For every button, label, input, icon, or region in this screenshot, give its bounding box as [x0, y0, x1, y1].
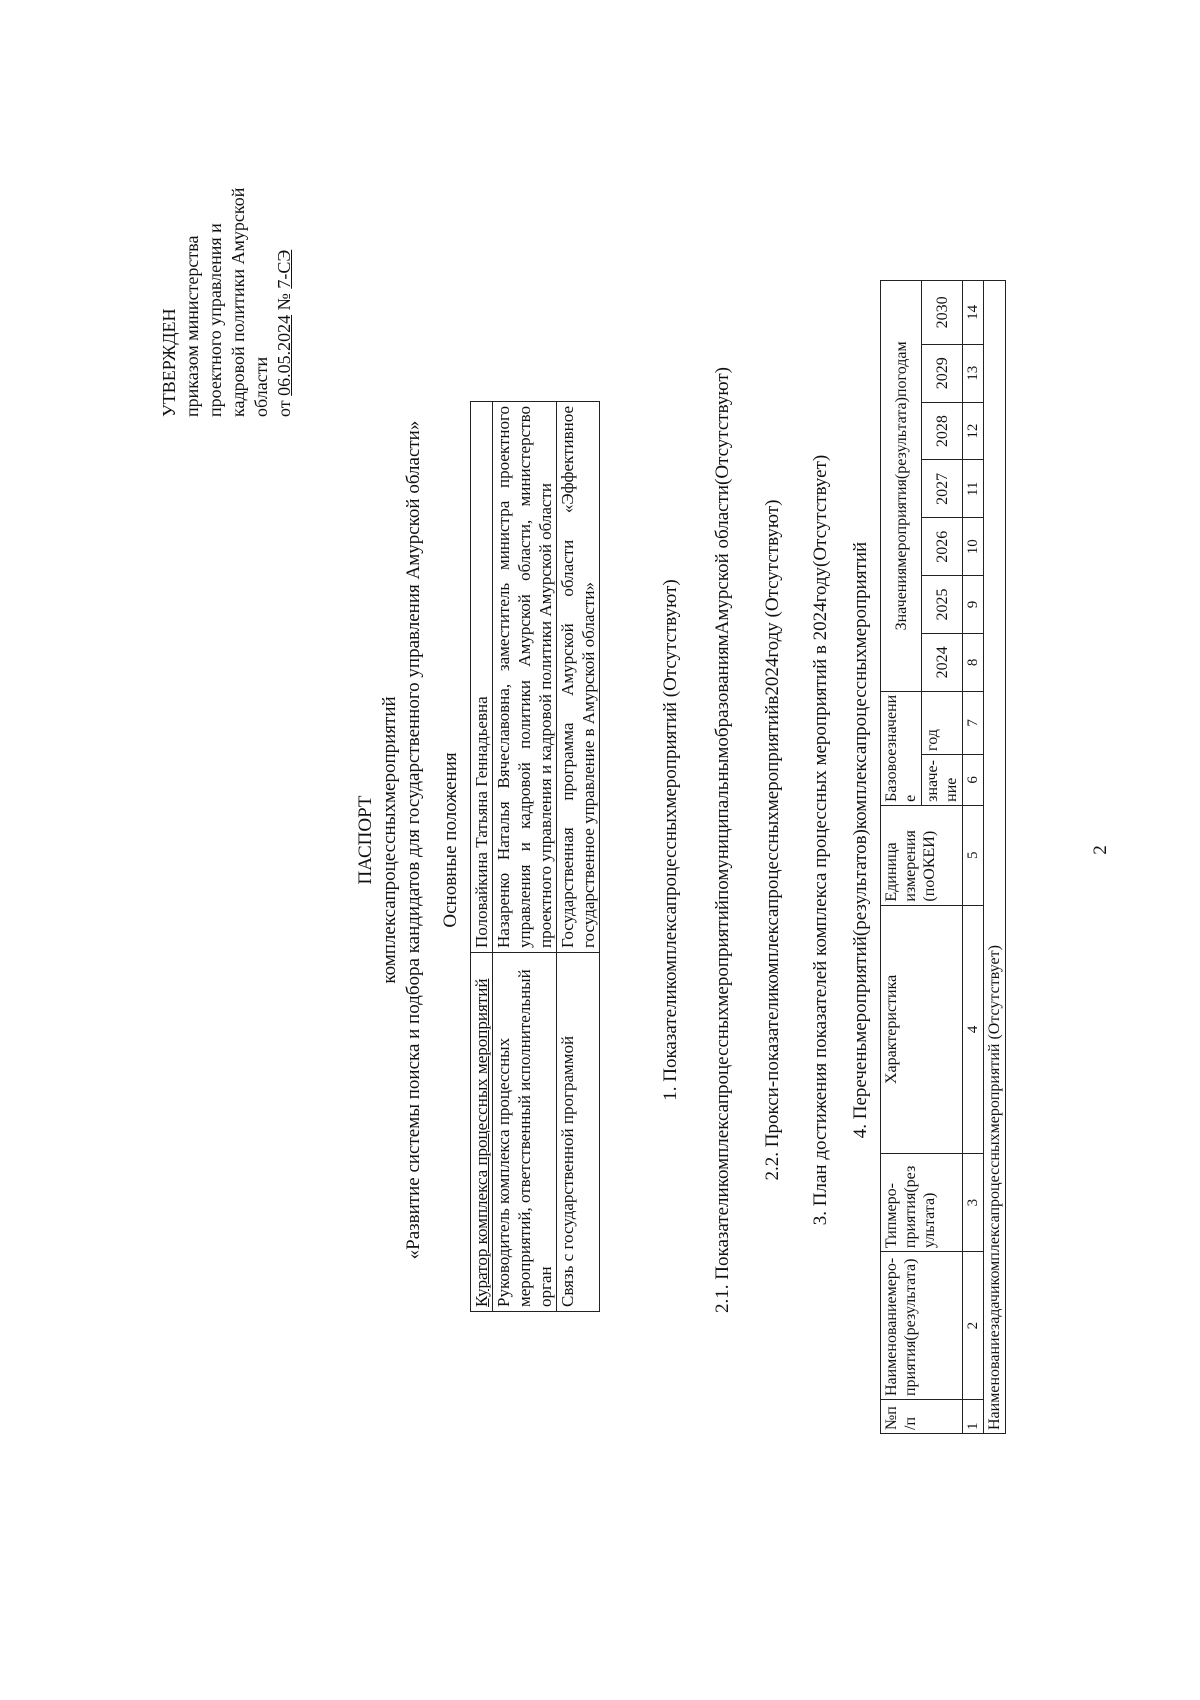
task-row — [984, 281, 1006, 1434]
column-number: 1 — [963, 1400, 984, 1434]
passport-subtitle: комплексапроцессныхмероприятий — [379, 696, 400, 984]
col-header-year: 2030 — [922, 281, 963, 345]
approval-date: 06.05.2024 — [274, 314, 294, 396]
table-header-row — [881, 281, 922, 1434]
col-header-name: Наименованиемеро-приятия(результата) — [881, 1252, 963, 1400]
passport-name: «Развитие системы поиска и подбора кандидатов для государственного управления Амурской области» — [403, 420, 424, 1260]
head-value: Назаренко Наталья Вячеславовна, заместитель министра проектного управления и кадровой политики Амурской области, министерство проектного управления и кадровой политики Амурской области — [493, 402, 557, 953]
program-link-value: Государственная программа Амурской области «Эффективное государственное управление в Амурской области» — [557, 402, 600, 953]
column-number: 4 — [963, 905, 984, 1154]
section-3-heading: 3. План достижения показателей комплекса процессных мероприятий в 2024году(Отсутствует) — [810, 454, 831, 1226]
approval-line-4: области — [251, 356, 271, 417]
section-1-heading: 1. Показателикомплексапроцессныхмероприятий (Отсутствуют) — [660, 579, 681, 1101]
curator-value: Половайкина Татьяна Геннадьевна — [471, 402, 493, 953]
column-number: 7 — [963, 691, 984, 754]
col-header-base-value: значе-ние — [922, 754, 963, 805]
approval-date-line — [273, 37, 296, 417]
approval-date-prefix: от — [274, 400, 294, 417]
column-number: 3 — [963, 1154, 984, 1252]
events-table — [880, 280, 1006, 1434]
approval-line-1: приказом министерства — [182, 235, 202, 417]
column-number: 6 — [963, 754, 984, 805]
column-number: 10 — [963, 518, 984, 576]
column-number: 5 — [963, 805, 984, 905]
column-number: 14 — [963, 281, 984, 345]
col-header-characteristic: Характеристика — [881, 905, 963, 1154]
approval-line-3: кадровой политики Амурской — [228, 187, 248, 417]
col-header-year: 2025 — [922, 576, 963, 634]
section-2-2-heading: 2.2. Прокси-показателикомплексапроцессныхмероприятийв2024году (Отсутствуют) — [762, 499, 783, 1181]
column-number: 8 — [963, 633, 984, 691]
approval-stamp — [158, 37, 296, 417]
section-2-1-heading: 2.1. ПоказателикомплексапроцессныхмероприятийпомуниципальнымобразованиямАмурской области(Отсутствуют) — [712, 367, 733, 1313]
column-number-row — [963, 281, 984, 1434]
column-number: 13 — [963, 344, 984, 402]
approval-number: 7-СЭ — [274, 249, 294, 289]
col-header-unit: Единица измерения (поОКЕИ) — [881, 805, 963, 905]
section-4-heading: 4. Переченьмероприятий(результатов)комплексапроцессныхмероприятий — [850, 541, 871, 1139]
col-header-year: 2026 — [922, 518, 963, 576]
approval-number-prefix: № — [274, 293, 294, 311]
passport-title: ПАСПОРТ — [355, 795, 376, 885]
col-header-values: Значениямероприятия(результата)погодам — [881, 281, 922, 692]
main-provisions-table — [470, 401, 600, 1312]
table-row — [471, 402, 493, 1312]
col-header-year: 2024 — [922, 633, 963, 691]
column-number: 12 — [963, 402, 984, 460]
col-header-year: 2029 — [922, 344, 963, 402]
col-header-base-year: год — [922, 691, 963, 754]
col-header-type: Типмеро-приятия(рез ультата) — [881, 1154, 963, 1252]
section-heading-main: Основные положения — [440, 752, 461, 928]
table-row — [493, 402, 557, 1312]
page-number: 2 — [1090, 845, 1111, 855]
column-number: 2 — [963, 1252, 984, 1400]
col-header-num: №п /п — [881, 1400, 963, 1434]
col-header-base: Базовоезначени е — [881, 691, 922, 805]
program-link-label: Связь с государственной программой — [557, 953, 600, 1312]
col-header-year: 2027 — [922, 460, 963, 518]
column-number: 11 — [963, 460, 984, 518]
column-number: 9 — [963, 576, 984, 634]
table-row — [557, 402, 600, 1312]
curator-label: Куратор комплекса процессных мероприятий — [471, 953, 493, 1312]
approval-title: УТВЕРЖДЕН — [159, 308, 179, 417]
head-label: Руководитель комплекса процессных мероприятий, ответственный исполнительный орган — [493, 953, 557, 1312]
col-header-year: 2028 — [922, 402, 963, 460]
task-row-label: Наименованиезадачикомплексапроцессныхмероприятий (Отсутствует) — [984, 281, 1006, 1434]
approval-line-2: проектного управления и — [205, 223, 225, 417]
